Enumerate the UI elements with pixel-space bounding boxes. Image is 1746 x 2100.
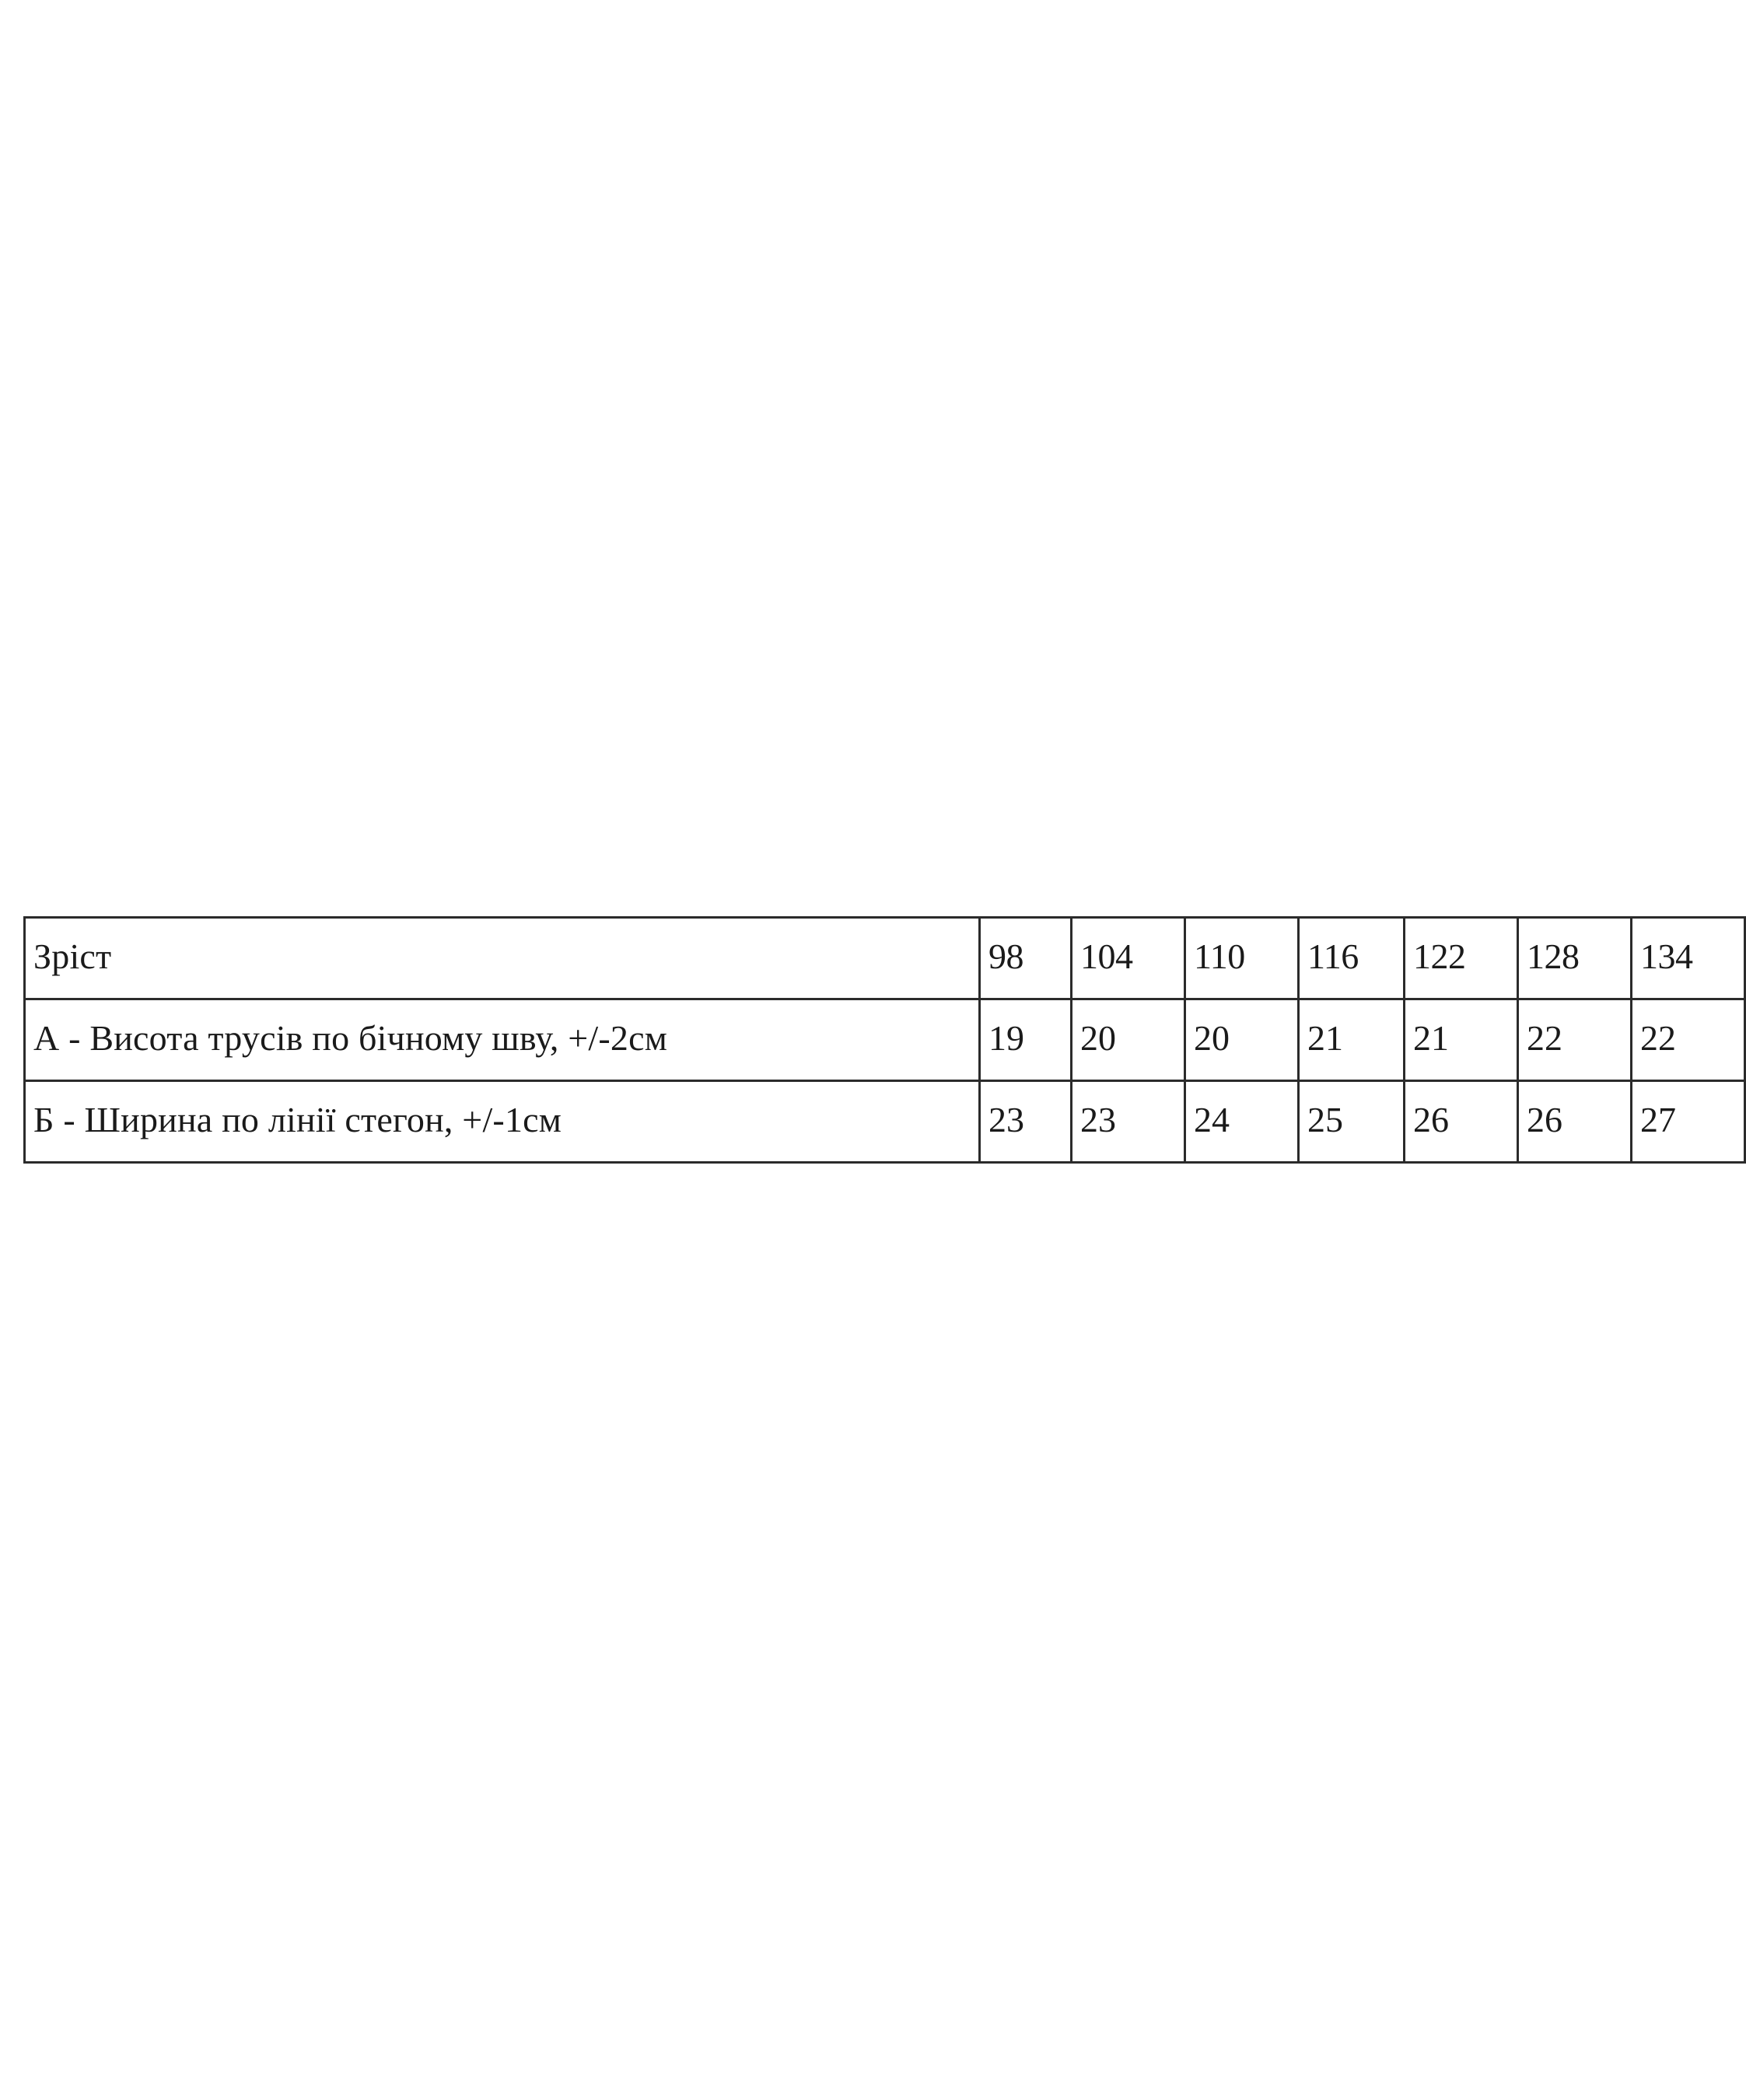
cell-hip-width-110: 24 (1185, 1081, 1299, 1163)
cell-side-seam-98: 19 (980, 999, 1072, 1081)
cell-height-116: 116 (1299, 918, 1405, 999)
table-row (25, 999, 1745, 1081)
row-label-height: Зріст (25, 918, 980, 999)
row-label-hip-width: Б - Ширина по лінії стегон, +/-1см (25, 1081, 980, 1163)
table-row (25, 1081, 1745, 1163)
cell-height-110: 110 (1185, 918, 1299, 999)
cell-side-seam-104: 20 (1072, 999, 1185, 1081)
cell-hip-width-104: 23 (1072, 1081, 1185, 1163)
cell-side-seam-116: 21 (1299, 999, 1405, 1081)
size-chart-table (23, 916, 1746, 1164)
cell-side-seam-110: 20 (1185, 999, 1299, 1081)
cell-side-seam-128: 22 (1518, 999, 1632, 1081)
row-label-side-seam-height: А - Висота трусів по бічному шву, +/-2см (25, 999, 980, 1081)
cell-side-seam-134: 22 (1632, 999, 1745, 1081)
cell-hip-width-128: 26 (1518, 1081, 1632, 1163)
cell-hip-width-134: 27 (1632, 1081, 1745, 1163)
table-row (25, 918, 1745, 999)
size-chart-container (23, 916, 1693, 1164)
cell-height-128: 128 (1518, 918, 1632, 999)
cell-height-104: 104 (1072, 918, 1185, 999)
cell-height-122: 122 (1405, 918, 1518, 999)
cell-hip-width-122: 26 (1405, 1081, 1518, 1163)
cell-height-134: 134 (1632, 918, 1745, 999)
cell-hip-width-116: 25 (1299, 1081, 1405, 1163)
cell-height-98: 98 (980, 918, 1072, 999)
cell-side-seam-122: 21 (1405, 999, 1518, 1081)
cell-hip-width-98: 23 (980, 1081, 1072, 1163)
